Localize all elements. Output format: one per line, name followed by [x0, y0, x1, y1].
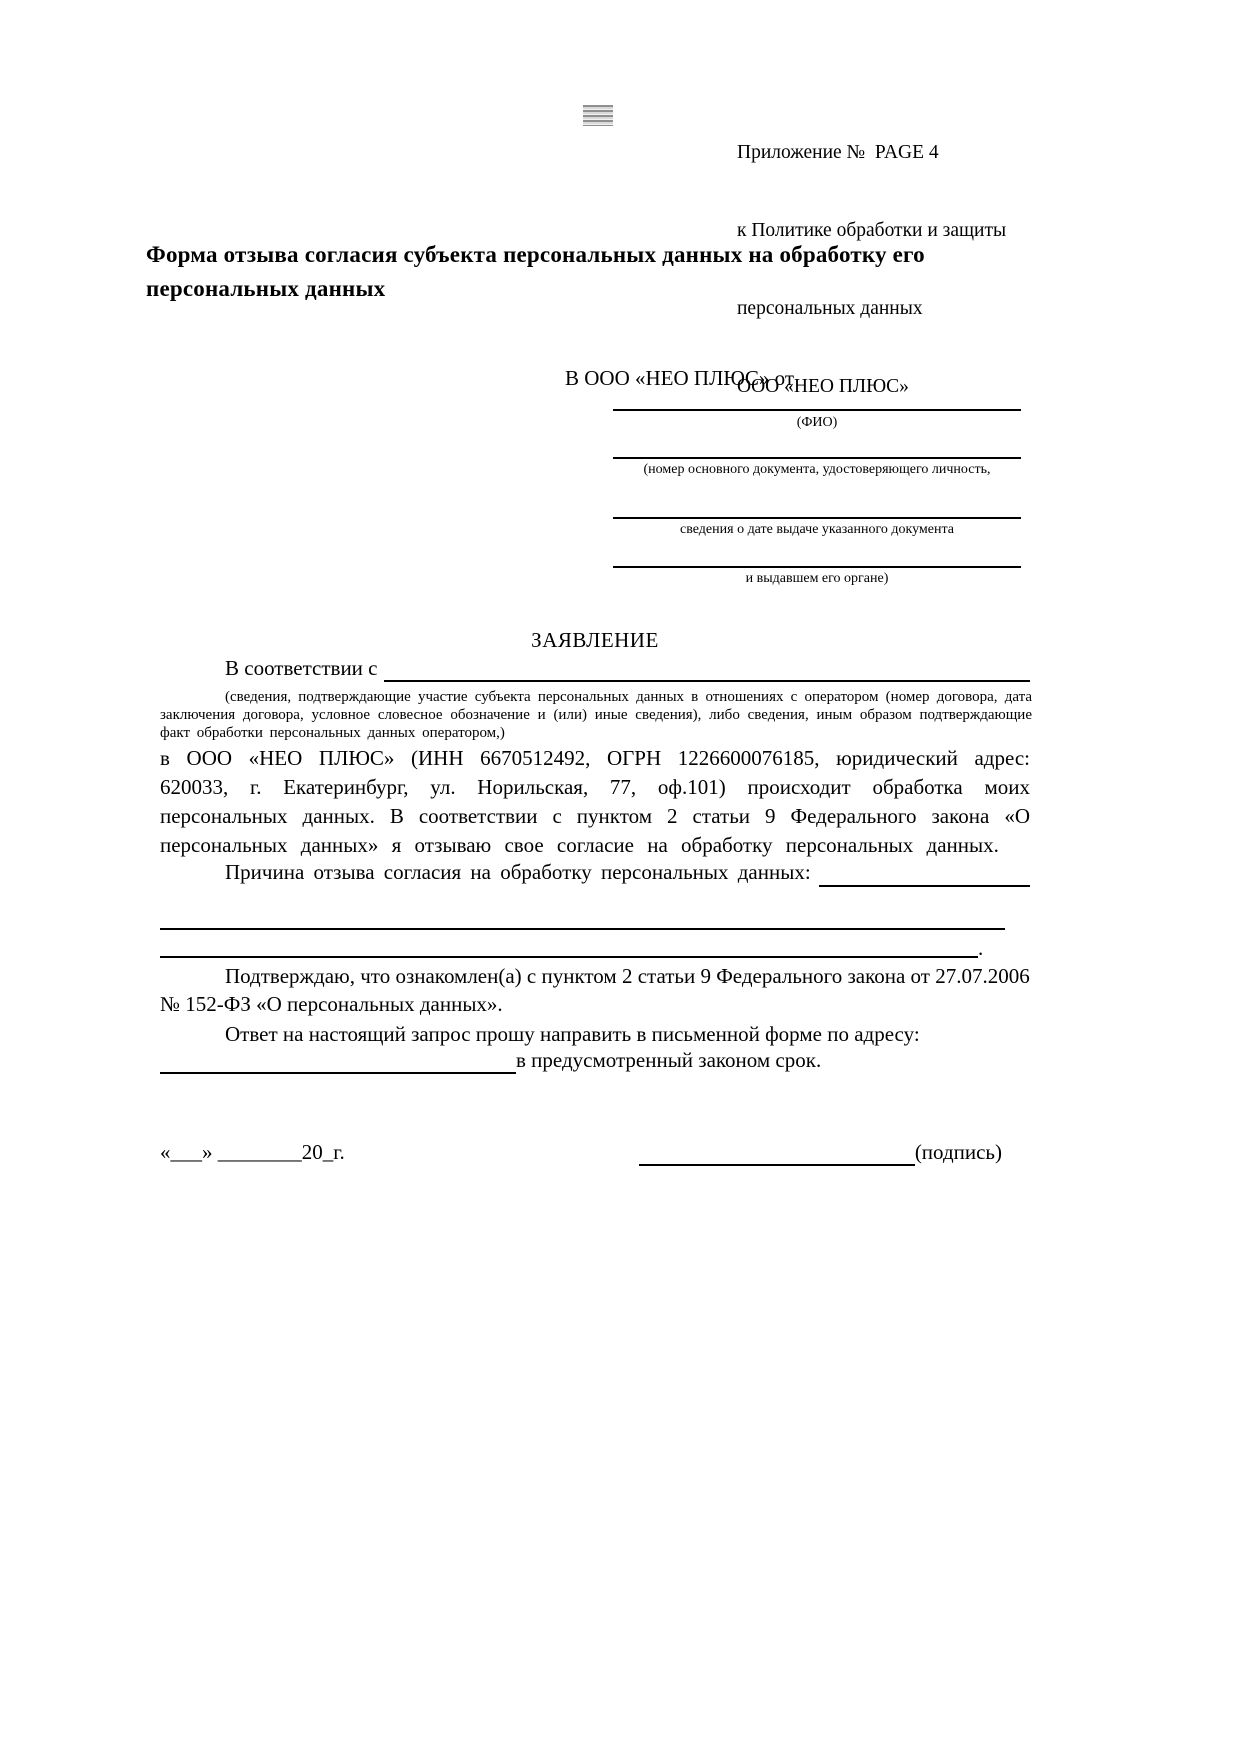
intro-line [160, 654, 1030, 682]
appendix-header-line: ООО «НЕО ПЛЮС» [737, 376, 909, 397]
striped-placeholder-icon [583, 105, 613, 126]
intro-blank-line [384, 656, 1031, 682]
signature-row [160, 1138, 1032, 1166]
addressee-to-line: В ООО «НЕО ПЛЮС» от [565, 366, 795, 390]
date-blank: «___» ________20_г. [160, 1140, 345, 1164]
reason-line [160, 858, 1030, 887]
appendix-header-line: Приложение № PAGE 4 [737, 142, 939, 163]
body-paragraph: в ООО «НЕО ПЛЮС» (ИНН 6670512492, ОГРН 1226600076185, юридический адрес: 620033, г. Екатеринбург, ул. Норильская, 77, оф.101) происходит обработка моих персональных данных. В соответствии с пунктом 2 статьи 9 Федерального закона «О персональных данных» я отзываю свое согласие на обработку персональных данных. [160, 746, 1030, 857]
caption-document-number: (номер основного документа, удостоверяющего личность, [643, 462, 991, 477]
signature-block [639, 1138, 1002, 1166]
blank-line-issue-date [613, 517, 1021, 519]
intro-prefix: В соответствии с [225, 656, 378, 680]
blank-line-issuing-authority [613, 566, 1021, 568]
caption-issue-date: сведения о дате выдаче указанного документа [680, 522, 954, 537]
appendix-header-line: персональных данных [737, 298, 923, 319]
reason-label: Причина отзыва согласия на обработку персональных данных: [225, 860, 811, 884]
blank-line-reason-2-rule [160, 937, 978, 958]
blank-line-reason-1 [160, 928, 1005, 930]
confirmation-paragraph: Подтверждаю, что ознакомлен(а) с пунктом 2 статьи 9 Федерального закона от 27.07.2006 № 152-ФЗ «О персональных данных». [160, 964, 1030, 1016]
reply-address-line [160, 1046, 1030, 1074]
blank-line-period: . [978, 936, 984, 960]
blank-line-fio [613, 409, 1021, 411]
statement-heading: ЗАЯВЛЕНИЕ [531, 628, 659, 652]
appendix-header-line: к Политике обработки и защиты [737, 220, 1007, 241]
blank-line-document-number [613, 457, 1021, 459]
caption-fio: (ФИО) [796, 415, 838, 430]
document-title: Форма отзыва согласия субъекта персональных данных на обработку его персональных данных [146, 242, 925, 301]
reply-request-line: Ответ на настоящий запрос прошу направить в письменной форме по адресу: [225, 1022, 920, 1046]
address-blank-line [160, 1048, 516, 1074]
blank-line-reason-2 [160, 938, 1030, 958]
reply-suffix: в предусмотренный законом срок. [516, 1048, 822, 1072]
reason-blank-line [819, 861, 1030, 887]
footnote-text: (сведения, подтверждающие участие субъекта персональных данных в отношениях с оператором (номер договора, дата заключения договора, условное словесное обозначение и (или) иные сведения), либо сведения, иным образом подтверждающие факт обработки персональных данных оператором,) [160, 689, 1032, 741]
signature-blank-line [639, 1140, 915, 1166]
caption-issuing-authority: и выдавшем его органе) [745, 571, 889, 586]
signature-caption: (подпись) [914, 1140, 1002, 1164]
